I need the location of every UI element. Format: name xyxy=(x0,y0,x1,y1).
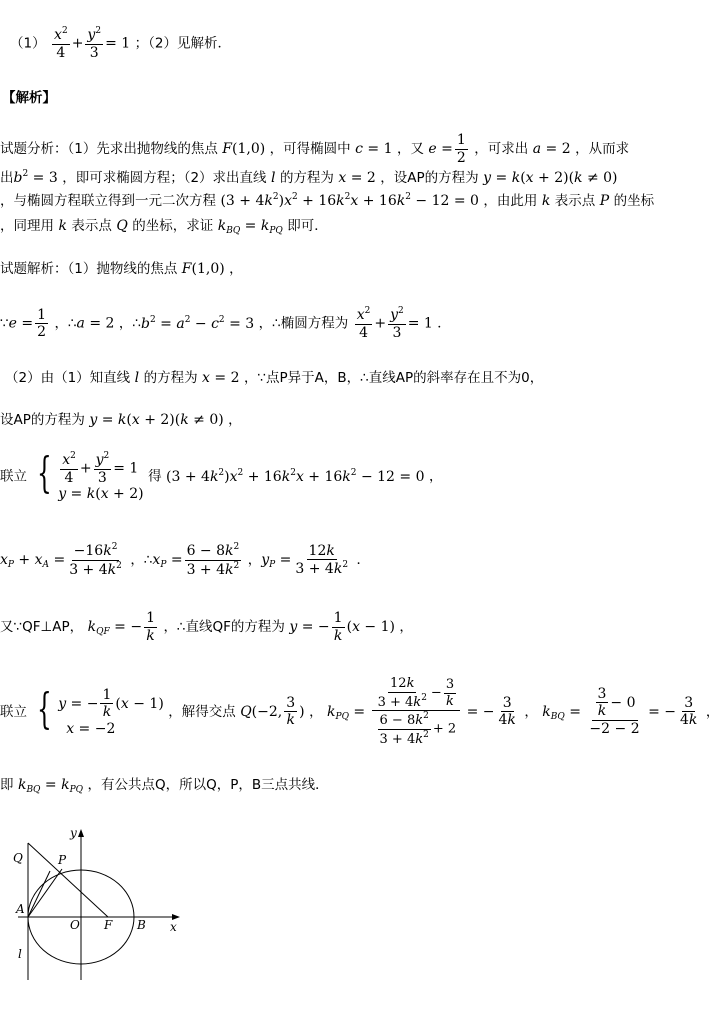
analysis-text: 即可． xyxy=(287,218,328,234)
solution-text: ，∴ xyxy=(118,315,141,332)
solution-text: ． xyxy=(356,552,370,569)
solution-text: ， xyxy=(228,412,242,428)
analysis-text: ，由此用 xyxy=(483,193,538,209)
y-axis-arrow xyxy=(78,829,84,837)
analysis-label: 试题分析： xyxy=(0,141,68,158)
solution-text: ，解得交点 xyxy=(168,703,236,720)
solution-text: 即 xyxy=(0,777,14,793)
analysis-line-3: ，与椭圆方程联立得到一元二次方程 $(3 + 4k^2)x^2 + 16k^2x + 16k^2 - 12 = 0$ ，由此用 k 表示点 P 的坐标 xyxy=(0,192,655,209)
analysis-text: 表示点 xyxy=(554,193,596,209)
ellipse-x-term: $\frac{x^2}{4}$ xyxy=(54,26,68,61)
analysis-line-2: 出$b^2 = 3$ ，即可求椭圆方程；（2）求出直线 l 的方程为 x = 2 ，设AP的方程为 y = k(x + 2)(k ≠ 0) xyxy=(0,169,618,186)
answer-part2: （2）见解析． xyxy=(148,35,231,52)
solution-text: ，∴直线QF的方程为 xyxy=(163,619,285,636)
answer-line: （1） $\frac{x^2}{4}$ + $\frac{y^2}{3}$ = 1 ；（2）见解析． xyxy=(10,26,231,61)
analysis-text: ，可求出 xyxy=(474,141,529,158)
solution-text: 的方程为 xyxy=(143,370,198,386)
segment-AP xyxy=(28,869,62,917)
solution-line-8: 联立 { y = − $\frac{1}{k}$ (x − 1) x = −2 ，解得交点 Q(−2, $\frac{3}{k}$ ) ， $k_{PQ}$ = $\frac{12k}{3 + 4k^2}$ − $\frac{3}{k}$ $\frac{6 - 8k^2}{3 + 4k^2}$ + 2 = − $\frac{3}{4k}$ ， $k_{BQ}$ = $\frac{3}{k}$ − 0 −2 − 2 = − $\frac{3}{4k}$ ， xyxy=(0,676,719,747)
solution-text: （1）抛物线的焦点 xyxy=(67,261,178,277)
label-l: l xyxy=(18,947,22,961)
solution-text: 得 xyxy=(148,468,162,485)
solution-line-9: 即 $k_{BQ} = k_{PQ}$ ，有公共点Q，所以Q，P，B三点共线． xyxy=(0,777,329,795)
analysis-text: 出 xyxy=(0,170,14,186)
solution-line-6: $x_P + x_A$ = $\frac{-16k^2}{3 + 4k^2}$ ，$\therefore x_P$ = $\frac{6 - 8k^2}{3 + 4k^2}$ ，$y_P$ = $\frac{12k}{3 + 4k^2}$ ． xyxy=(0,542,370,578)
label-F: F xyxy=(104,918,113,932)
solution-line-7: 又∵QF⊥AP， $k_{QF}$ = − $\frac{1}{k}$ ，∴直线QF的方程为 y = − $\frac{1}{k}$ (x − 1) ， xyxy=(0,610,413,644)
solution-text: ， xyxy=(399,619,413,636)
analysis-text: 的坐标 xyxy=(613,193,655,209)
analysis-text: （1）先求出抛物线的焦点 xyxy=(67,141,218,158)
solution-text: 联立 xyxy=(0,468,27,485)
answer-eq-rhs: = 1 xyxy=(105,35,131,52)
solution-text: ，有公共点Q，所以Q，P，B三点共线． xyxy=(87,777,329,793)
solution-text: ， xyxy=(309,703,323,720)
analysis-text: ，与椭圆方程联立得到一元二次方程 xyxy=(0,193,216,209)
equation-system-1: { $\frac{x^2}{4}$ + $\frac{y^2}{3}$ = 1 y = k(x + 2) xyxy=(37,448,144,503)
solution-line-5: 联立 { $\frac{x^2}{4}$ + $\frac{y^2}{3}$ = 1 y = k(x + 2) 得 $(3 + 4k^2)x^2 + 16k^2x + 16k^2 - 12 = 0$ ， xyxy=(0,448,443,503)
label-O: O xyxy=(70,918,80,932)
solution-line-1: 试题解析：（1）抛物线的焦点 F(1,0) ， xyxy=(0,261,243,277)
solution-text: ， xyxy=(229,261,243,277)
analysis-text: ，同理用 xyxy=(0,218,54,234)
ellipse-figure xyxy=(0,825,200,985)
label-A: A xyxy=(16,902,25,916)
analysis-text: ，又 xyxy=(396,141,424,158)
segment-QF xyxy=(28,843,108,917)
label-B: B xyxy=(137,918,146,932)
answer-separator: ； xyxy=(134,35,149,52)
analysis-text: ，可得椭圆中 xyxy=(269,141,351,158)
answer-part1-label: （1） xyxy=(10,35,46,52)
analysis-text: ，即可求椭圆方程；（2）求出直线 xyxy=(62,170,267,186)
analysis-text: ，设AP的方程为 xyxy=(380,170,479,186)
solution-text: ，∴ xyxy=(130,552,153,569)
solution-text: ， xyxy=(524,703,538,720)
solution-text: ，∴ xyxy=(54,315,77,332)
solution-text: 又∵QF⊥AP， xyxy=(0,619,84,636)
label-x: x xyxy=(170,920,177,934)
solution-text: ，∴椭圆方程为 xyxy=(258,315,349,332)
solution-text: ， xyxy=(705,703,719,720)
analysis-text: 的方程为 xyxy=(279,170,334,186)
equation-system-2: { y = − $\frac{1}{k}$ (x − 1) x = −2 xyxy=(37,683,164,737)
solution-text: ， xyxy=(428,468,443,485)
solution-line-4: 设AP的方程为 y = k(x + 2)(k ≠ 0) ， xyxy=(0,412,242,428)
solution-line-3: （2）由（1）知直线 l 的方程为 x = 2 ，∵点P异于A，B，∴直线AP的斜率存在且不为0， xyxy=(5,370,544,386)
solution-text: 联立 xyxy=(0,703,27,720)
solution-label: 试题解析： xyxy=(0,261,68,277)
label-Q: Q xyxy=(13,851,23,865)
solution-text: ． xyxy=(437,315,451,332)
solution-line-2: ∵e = $\frac{1}{2}$ ，∴a = 2 ，$\therefore b^2 = a^2 - c^2 = 3$ ，∴椭圆方程为 $\frac{x^2}{4}$ + $\frac{y^2}{3}$ = 1 ． xyxy=(0,306,451,341)
segment-AQF-cross xyxy=(28,871,50,917)
solution-text: ∵ xyxy=(0,315,9,332)
segment-PB xyxy=(62,869,134,917)
analysis-text: 表示点 xyxy=(71,218,112,234)
analysis-line-1: 试题分析：（1）先求出抛物线的焦点 F(1,0) ，可得椭圆中 c = 1 ，又 e = $\frac{1}{2}$ ，可求出 a = 2 ，从而求 xyxy=(0,132,630,166)
solution-text: 设AP的方程为 xyxy=(0,412,85,428)
label-P: P xyxy=(58,853,67,867)
analysis-text: ，从而求 xyxy=(575,141,630,158)
solution-text: ， xyxy=(247,552,262,569)
ellipse-y-term: $\frac{y^2}{3}$ xyxy=(87,26,102,61)
analysis-text: 的坐标，求证 xyxy=(132,218,214,234)
analysis-line-4: ，同理用 k 表示点 Q 的坐标，求证 $k_{BQ} = k_{PQ}$ 即可． xyxy=(0,218,328,236)
solution-text: （2）由（1）知直线 xyxy=(5,370,131,386)
solution-text: ，∵点P异于A，B，∴直线AP的斜率存在且不为0， xyxy=(243,370,544,386)
section-title: 【解析】 xyxy=(2,90,56,106)
label-y: y xyxy=(70,826,77,840)
